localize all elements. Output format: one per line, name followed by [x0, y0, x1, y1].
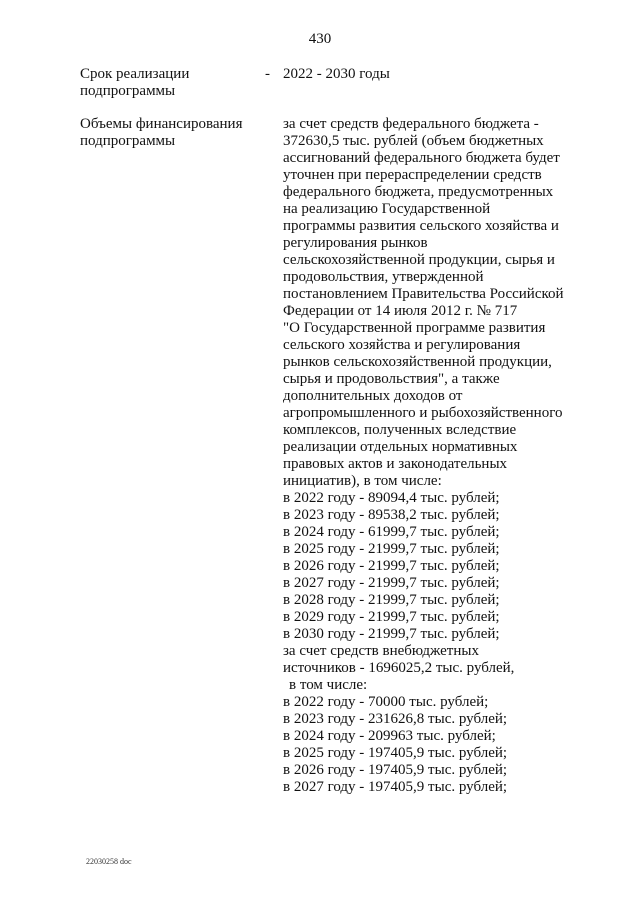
funding-line: рынков сельскохозяйственной продукции, — [283, 354, 552, 370]
funding-line: источников - 1696025,2 тыс. рублей, — [283, 660, 515, 676]
funding-line: за счет средств внебюджетных — [283, 643, 479, 659]
funding-line: в 2029 году - 21999,7 тыс. рублей; — [283, 609, 500, 625]
funding-line: агропромышленного и рыбохозяйственного — [283, 405, 563, 421]
funding-line: в 2024 году - 209963 тыс. рублей; — [283, 728, 496, 744]
term-dash: - — [265, 66, 270, 82]
funding-line: за счет средств федерального бюджета - — [283, 116, 539, 132]
funding-line: продовольствия, утвержденной — [283, 269, 484, 285]
funding-line: в 2023 году - 89538,2 тыс. рублей; — [283, 507, 500, 523]
funding-line: "О Государственной программе развития — [283, 320, 546, 336]
funding-line: регулирования рынков — [283, 235, 428, 251]
funding-text — [283, 116, 573, 796]
funding-line: в 2025 году - 21999,7 тыс. рублей; — [283, 541, 500, 557]
funding-line: в 2024 году - 61999,7 тыс. рублей; — [283, 524, 500, 540]
funding-line: комплексов, полученных вследствие — [283, 422, 517, 438]
funding-line: в 2026 году - 197405,9 тыс. рублей; — [283, 762, 508, 778]
funding-line: дополнительных доходов от — [283, 388, 463, 404]
footer-document-code: 22030258 doc — [86, 857, 132, 866]
funding-line: в том числе: — [289, 677, 368, 693]
funding-line: 372630,5 тыс. рублей (объем бюджетных — [283, 133, 544, 149]
funding-line: сырья и продовольствия", а также — [283, 371, 500, 387]
funding-line: в 2022 году - 70000 тыс. рублей; — [283, 694, 489, 710]
funding-line: сельского хозяйства и регулирования — [283, 337, 521, 353]
funding-line: в 2025 году - 197405,9 тыс. рублей; — [283, 745, 508, 761]
term-value: 2022 - 2030 годы — [283, 66, 390, 82]
funding-line: ассигнований федерального бюджета будет — [283, 150, 560, 166]
funding-line: в 2022 году - 89094,4 тыс. рублей; — [283, 490, 500, 506]
funding-line: в 2030 году - 21999,7 тыс. рублей; — [283, 626, 500, 642]
page-number: 430 — [308, 31, 332, 47]
funding-line: федерального бюджета, предусмотренных — [283, 184, 554, 200]
funding-line: на реализацию Государственной — [283, 201, 491, 217]
funding-line: Федерации от 14 июля 2012 г. № 717 — [283, 303, 518, 319]
funding-line: программы развития сельского хозяйства и — [283, 218, 559, 234]
funding-line: правовых актов и законодательных — [283, 456, 508, 472]
funding-line: постановлением Правительства Российской — [283, 286, 564, 302]
term-label: Срок реализации подпрограммы — [80, 66, 190, 99]
funding-line: в 2023 году - 231626,8 тыс. рублей; — [283, 711, 508, 727]
funding-line: реализации отдельных нормативных — [283, 439, 518, 455]
funding-line: в 2027 году - 197405,9 тыс. рублей; — [283, 779, 508, 795]
funding-line: в 2028 году - 21999,7 тыс. рублей; — [283, 592, 500, 608]
funding-label: Объемы финансирования подпрограммы — [80, 116, 243, 149]
funding-line: уточнен при перераспределении средств — [283, 167, 542, 183]
funding-line: в 2027 году - 21999,7 тыс. рублей; — [283, 575, 500, 591]
funding-line: сельскохозяйственной продукции, сырья и — [283, 252, 555, 268]
funding-line: инициатив), в том числе: — [283, 473, 442, 489]
funding-line: в 2026 году - 21999,7 тыс. рублей; — [283, 558, 500, 574]
